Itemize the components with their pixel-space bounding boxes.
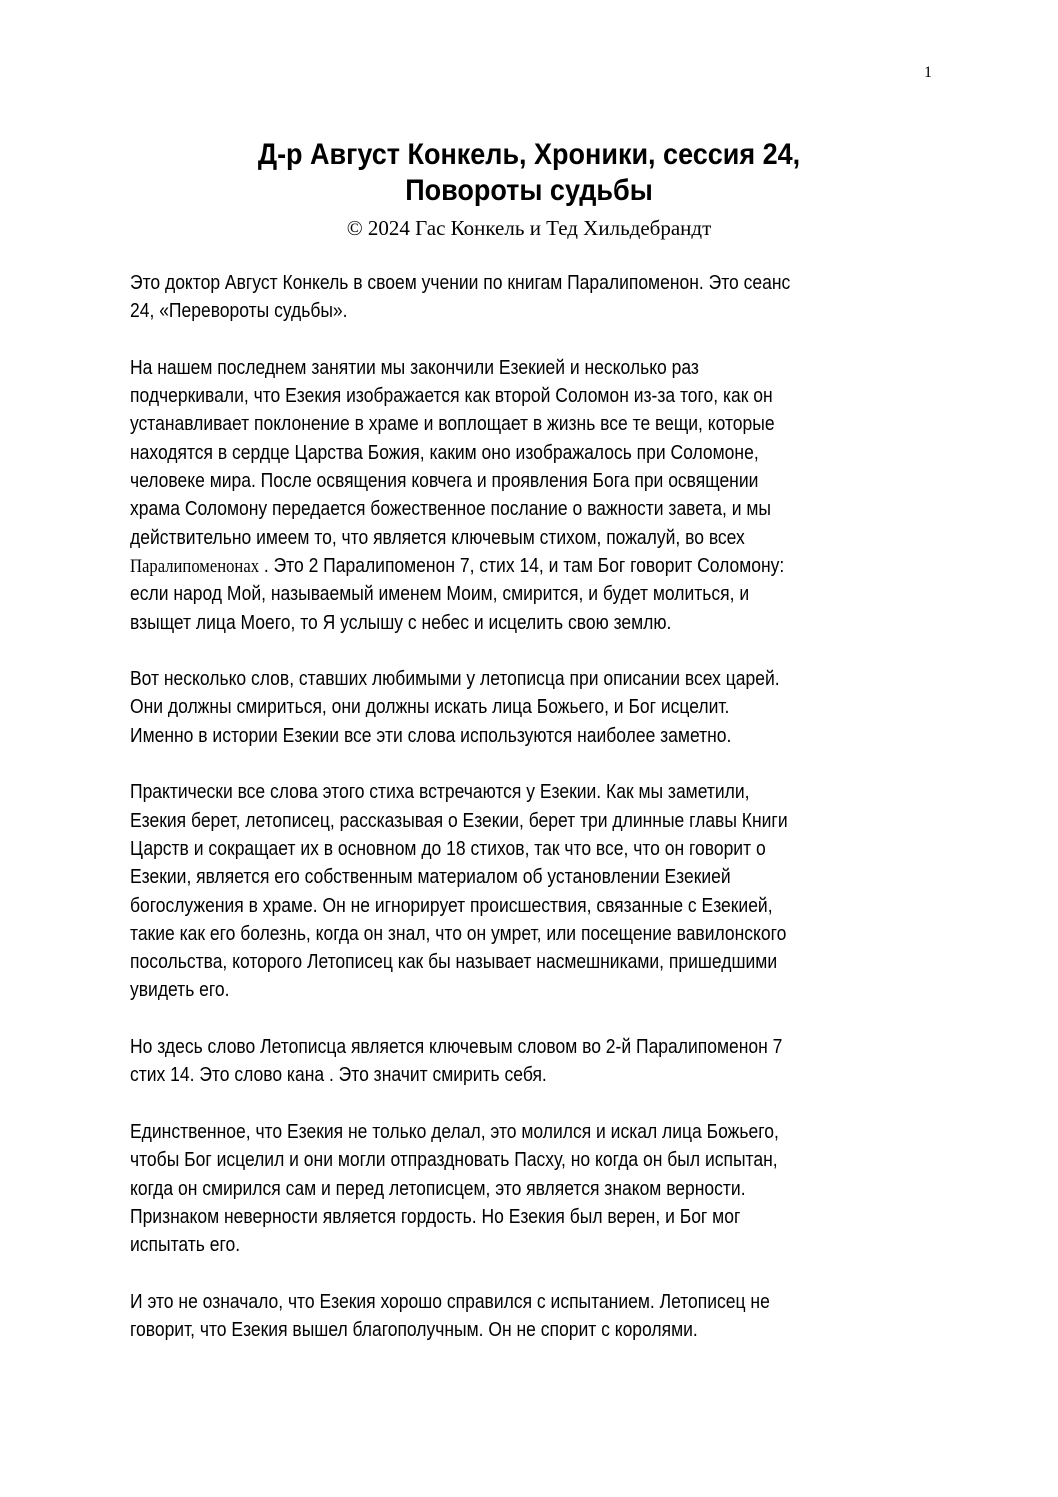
- paragraph: [130, 778, 950, 1004]
- document-title: Д-р Август Конкель, Хроники, сессия 24,: [257, 138, 801, 171]
- page-number: 1: [924, 64, 932, 81]
- text-line: Но здесь слово Летописца является ключевым словом во 2-й Паралипоменон 7: [130, 1036, 783, 1059]
- text-line: когда он смирился сам и перед летописцем, это является знаком верности.: [130, 1177, 746, 1200]
- text-line: стих 14. Это слово кана . Это значит смирить себя.: [130, 1064, 547, 1087]
- text-line: [130, 552, 848, 580]
- text-line: Вот несколько слов, ставших любимыми у летописца при описании всех царей.: [130, 668, 780, 691]
- text-line: устанавливает поклонение в храме и воплощает в жизнь все те вещи, которые: [130, 413, 775, 436]
- text-line: храма Соломону передается божественное послание о важности завета, и мы: [130, 498, 771, 521]
- paragraph: [130, 665, 950, 750]
- text-line: И это не означало, что Езекия хорошо справился с испытанием. Летописец не: [130, 1290, 770, 1313]
- copyright-line: © 2024 Гас Конкель и Тед Хильдебрандт: [346, 216, 712, 240]
- text-line: если народ Мой, называемый именем Моим, смирится, и будет молиться, и: [130, 583, 750, 606]
- text-line: взыщет лица Моего, то Я услышу с небес и исцелить свою землю.: [130, 611, 672, 634]
- text-line: Езекия берет, летописец, рассказывая о Езекии, берет три длинные главы Книги: [130, 809, 788, 832]
- text-line: чтобы Бог исцелил и они могли отпраздновать Пасху, но когда он был испытан,: [130, 1149, 778, 1172]
- text-line: увидеть его.: [130, 979, 230, 1002]
- text-line: Признаком неверности является гордость. Но Езекия был верен, и Бог мог: [130, 1205, 741, 1228]
- paragraph: [130, 1288, 950, 1345]
- text-line: Езекии, является его собственным материалом об установлении Езекией: [130, 866, 731, 889]
- text-line: Они должны смириться, они должны искать лица Божьего, и Бог исцелит.: [130, 696, 730, 719]
- text-line: Царств и сокращает их в основном до 18 стихов, так что все, что он говорит о: [130, 837, 766, 860]
- text-line: На нашем последнем занятии мы закончили Езекией и несколько раз: [130, 356, 699, 379]
- text-line: такие как его болезнь, когда он знал, что он умрет, или посещение вавилонского: [130, 922, 787, 945]
- text-line: Единственное, что Езекия не только делал, это молился и искал лица Божьего,: [130, 1120, 779, 1143]
- paragraph: [130, 354, 950, 637]
- document-body: [130, 269, 950, 1373]
- text-line: находятся в сердце Царства Божия, каким оно изображалось при Соломоне,: [130, 441, 759, 464]
- text-line: говорит, что Езекия вышел благополучным. Он не спорит с королями.: [130, 1318, 698, 1341]
- paragraph: [130, 269, 950, 326]
- text-line: 24, «Перевороты судьбы».: [130, 300, 348, 323]
- text-line: Практически все слова этого стиха встречаются у Езекии. Как мы заметили,: [130, 781, 750, 804]
- document-subtitle: Повороты судьбы: [405, 174, 653, 207]
- text-line: действительно имеем то, что является ключевым стихом, пожалуй, во всех: [130, 526, 745, 549]
- paragraph: [130, 1118, 950, 1259]
- text-fragment: . Это 2 Паралипоменон 7, стих 14, и там Бог говорит Соломону:: [259, 554, 785, 577]
- text-line: посольства, которого Летописец как бы называет насмешниками, пришедшими: [130, 951, 778, 974]
- serif-word: Паралипоменонах: [130, 555, 260, 577]
- text-line: человеке мира. После освящения ковчега и проявления Бога при освящении: [130, 470, 759, 493]
- text-line: испытать его.: [130, 1234, 241, 1257]
- text-line: Именно в истории Езекии все эти слова используются наиболее заметно.: [130, 724, 732, 747]
- text-line: Это доктор Август Конкель в своем учении по книгам Паралипоменон. Это сеанс: [130, 272, 791, 294]
- text-line: богослужения в храме. Он не игнорирует происшествия, связанные с Езекией,: [130, 894, 773, 917]
- paragraph: [130, 1033, 950, 1090]
- text-line: подчеркивали, что Езекия изображается как второй Соломон из-за того, как он: [130, 385, 773, 408]
